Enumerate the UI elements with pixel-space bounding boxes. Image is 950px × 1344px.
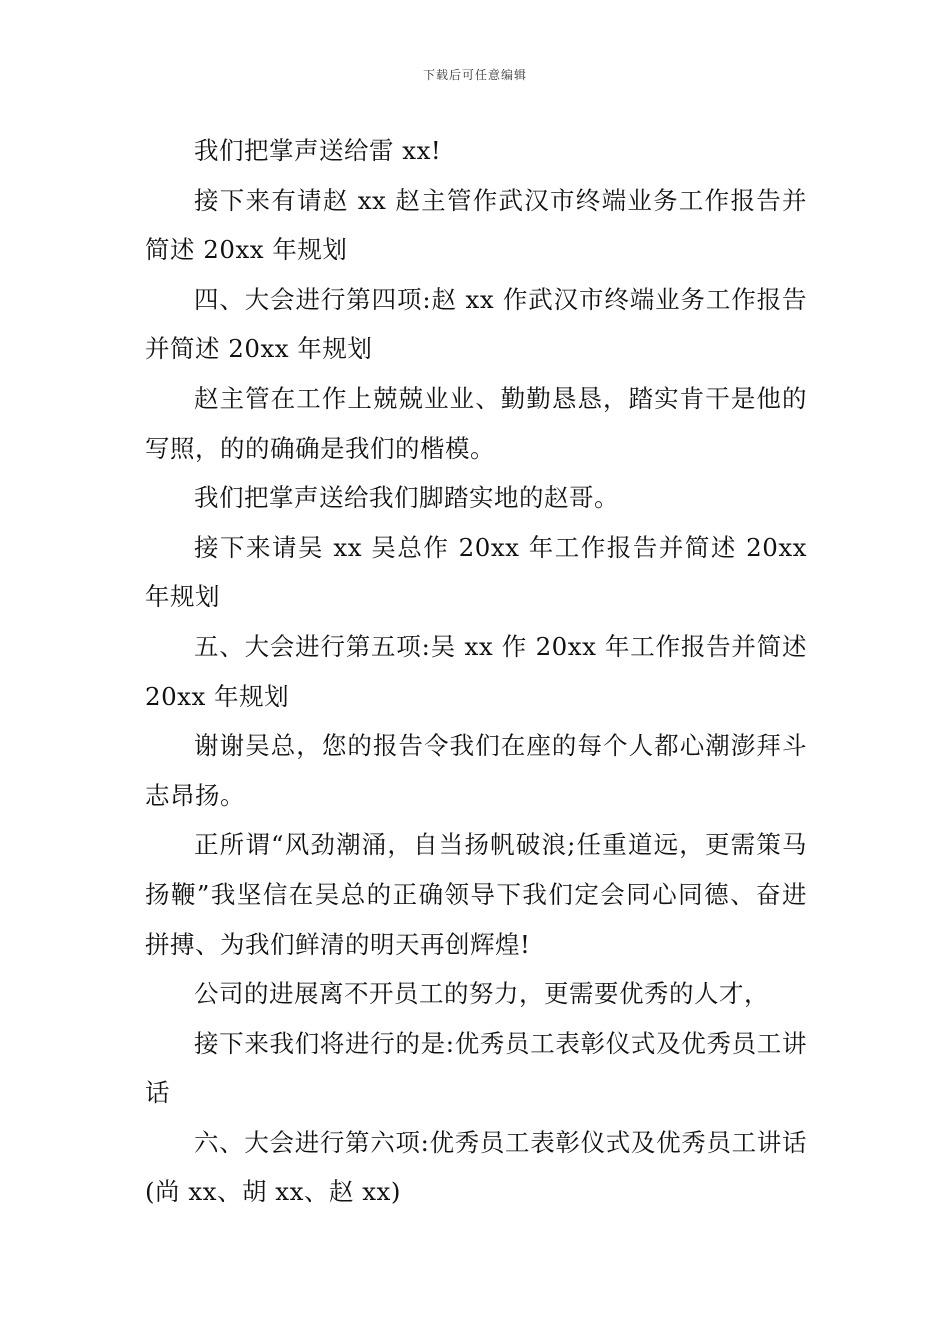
paragraph: 四、大会进行第四项:赵 xx 作武汉市终端业务工作报告并简述 20xx 年规划 <box>145 284 807 364</box>
paragraph: 接下来我们将进行的是:优秀员工表彰仪式及优秀员工讲话 <box>145 1028 807 1108</box>
paragraph: 正所谓“风劲潮涌，自当扬帆破浪;任重道远，更需策马扬鞭”我坚信在吴总的正确领导下我们定会同心同德、奋进拼搏、为我们鲜清的明天再创辉煌! <box>145 830 807 959</box>
paragraph: 接下来请吴 xx 吴总作 20xx 年工作报告并简述 20xx 年规划 <box>145 532 807 612</box>
paragraph: 公司的进展离不开员工的努力，更需要优秀的人才， <box>194 979 769 1009</box>
paragraph: 谢谢吴总，您的报告令我们在座的每个人都心潮澎拜斗志昂扬。 <box>145 731 807 810</box>
paragraph: 我们把掌声送给我们脚踏实地的赵哥。 <box>194 483 619 513</box>
document-body <box>145 126 807 1217</box>
page-header: 下载后可任意编辑 <box>422 68 527 82</box>
paragraph: 接下来有请赵 xx 赵主管作武汉市终端业务工作报告并简述 20xx 年规划 <box>145 185 807 265</box>
paragraph: 赵主管在工作上兢兢业业、勤勤恳恳，踏实肯干是他的写照，的的确确是我们的楷模。 <box>145 383 807 463</box>
paragraph: 我们把掌声送给雷 xx! <box>194 136 442 165</box>
paragraph: 五、大会进行第五项:吴 xx 作 20xx 年工作报告并简述 20xx 年规划 <box>145 631 807 711</box>
paragraph: 六、大会进行第六项:优秀员工表彰仪式及优秀员工讲话(尚 xx、胡 xx、赵 xx) <box>145 1127 807 1207</box>
